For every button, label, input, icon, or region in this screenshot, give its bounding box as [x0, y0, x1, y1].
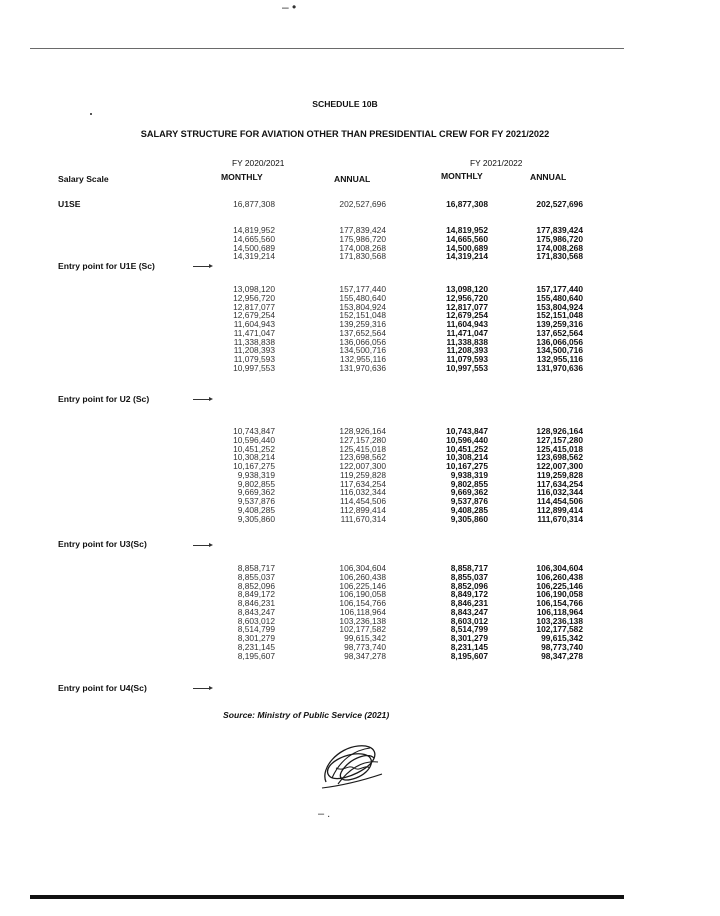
table-cell: 11,338,838	[446, 336, 488, 347]
table-cell: 11,604,943	[233, 319, 275, 330]
table-cell: 12,956,720	[233, 292, 275, 303]
table-cell: 174,008,268	[339, 242, 386, 253]
table-cell: 139,259,316	[536, 319, 583, 330]
table-cell: 8,846,231	[237, 598, 275, 609]
table-cell: 8,301,279	[237, 633, 275, 644]
table-cell: 10,451,252	[233, 443, 275, 454]
table-cell: 125,415,018	[339, 443, 386, 454]
table-cell: 155,480,640	[339, 292, 386, 303]
table-cell: 8,858,717	[450, 563, 488, 573]
table-cell: 119,259,828	[536, 469, 583, 480]
table-cell: 11,079,593	[446, 354, 488, 365]
table-cell: 11,471,047	[233, 327, 275, 338]
table-cell: 8,846,231	[450, 598, 488, 609]
table-cell: 11,604,943	[446, 319, 488, 330]
table-cell: 136,066,056	[536, 336, 583, 347]
table-cell: 152,151,048	[339, 310, 386, 321]
table-cell: 10,743,847	[446, 426, 488, 436]
arrow-icon	[193, 266, 211, 267]
table-cell: 11,471,047	[446, 327, 488, 338]
table-cell: 10,596,440	[446, 434, 488, 445]
table-cell: 117,634,254	[340, 478, 386, 489]
table-cell: 8,843,247	[450, 606, 488, 617]
table-cell: 122,007,300	[536, 461, 583, 472]
table-cell: 12,679,254	[446, 310, 488, 321]
table-cell: 14,819,952	[233, 225, 275, 235]
table-cell: 12,679,254	[233, 310, 275, 321]
table-cell: 137,652,564	[536, 327, 583, 338]
u4-annual-2020	[300, 564, 386, 660]
scan-mark: ‒ •	[282, 0, 297, 14]
table-cell: 10,596,440	[233, 434, 275, 445]
monthly-2021-heading: MONTHLY	[441, 171, 483, 181]
fy-2021-heading: FY 2021/2022	[470, 158, 523, 168]
table-cell: 153,804,924	[536, 301, 583, 312]
u1se-monthly-2021: 16,877,308	[446, 199, 488, 209]
u4-annual-2021	[500, 564, 583, 660]
u2-monthly-2020	[205, 285, 275, 373]
table-cell: 153,804,924	[339, 301, 386, 312]
table-cell: 9,802,855	[450, 478, 488, 489]
table-cell: 112,899,414	[536, 504, 583, 515]
table-cell: 128,926,164	[339, 426, 386, 436]
table-cell: 10,308,214	[233, 452, 275, 463]
table-cell: 9,802,855	[237, 478, 275, 489]
table-cell: 9,669,362	[237, 487, 275, 498]
annual-2020-heading: ANNUAL	[334, 174, 371, 184]
table-cell: 152,151,048	[536, 310, 583, 321]
u1e-annual-2021	[500, 226, 583, 261]
table-cell: 8,855,037	[237, 571, 275, 582]
table-cell: 10,997,553	[233, 362, 275, 373]
table-cell: 116,032,344	[340, 487, 386, 498]
table-cell: 116,032,344	[536, 487, 583, 498]
schedule-heading: SCHEDULE 10B	[312, 99, 378, 109]
table-cell: 8,603,012	[237, 615, 275, 626]
table-cell: 8,852,096	[237, 580, 275, 591]
source-note: Source: Ministry of Public Service (2021)	[223, 710, 390, 720]
table-cell: 102,177,582	[339, 624, 386, 635]
u1e-annual-2020	[300, 226, 386, 261]
table-cell: 123,698,562	[339, 452, 386, 463]
table-cell: 9,669,362	[450, 487, 488, 498]
table-cell: 102,177,582	[536, 624, 583, 635]
u3-annual-2021	[500, 427, 583, 523]
table-cell: 8,858,717	[237, 563, 275, 573]
table-cell: 10,167,275	[446, 461, 488, 472]
u2-annual-2020	[300, 285, 386, 373]
table-cell: 9,408,285	[237, 504, 275, 515]
table-cell: 10,308,214	[446, 452, 488, 463]
table-cell: 10,167,275	[233, 461, 275, 472]
table-cell: 9,537,876	[237, 496, 275, 507]
table-cell: 8,195,607	[237, 650, 275, 661]
table-cell: 175,986,720	[536, 233, 583, 244]
table-cell: 11,079,593	[233, 354, 275, 365]
table-cell: 8,231,145	[237, 641, 275, 652]
u3-annual-2020	[300, 427, 386, 523]
signature	[318, 738, 386, 792]
table-cell: 112,899,414	[340, 504, 386, 515]
scan-mark: ‒ .	[318, 808, 331, 820]
table-cell: 10,997,553	[446, 362, 488, 373]
table-cell: 106,154,766	[536, 598, 583, 609]
table-cell: 103,236,138	[339, 615, 386, 626]
table-cell: 131,970,636	[339, 362, 386, 373]
table-cell: 8,843,247	[237, 606, 275, 617]
table-cell: 98,773,740	[344, 641, 386, 652]
table-cell: 14,665,560	[233, 233, 275, 244]
table-cell: 8,301,279	[450, 633, 488, 644]
table-cell: 8,852,096	[450, 580, 488, 591]
u1se-label: U1SE	[58, 199, 81, 209]
table-cell: 127,157,280	[536, 434, 583, 445]
table-cell: 14,319,214	[233, 251, 275, 262]
table-cell: 12,817,077	[233, 301, 275, 312]
u3-entry-point-label: Entry point for U3(Sc)	[58, 539, 147, 549]
table-cell: 106,225,146	[536, 580, 583, 591]
u2-monthly-2021	[415, 285, 488, 373]
u3-monthly-2020	[205, 427, 275, 523]
table-cell: 8,849,172	[237, 589, 275, 600]
table-cell: 8,195,607	[450, 650, 488, 661]
table-cell: 10,743,847	[233, 426, 275, 436]
table-cell: 106,304,604	[536, 563, 583, 573]
arrow-icon	[193, 688, 211, 689]
u2-entry-point-label: Entry point for U2 (Sc)	[58, 394, 150, 404]
table-cell: 132,955,116	[340, 354, 386, 365]
u4-monthly-2020	[205, 564, 275, 660]
monthly-2020-heading: MONTHLY	[221, 172, 263, 182]
table-cell: 106,260,438	[536, 571, 583, 582]
table-cell: 132,955,116	[536, 354, 583, 365]
table-cell: 137,652,564	[339, 327, 386, 338]
table-cell: 122,007,300	[339, 461, 386, 472]
table-cell: 119,259,828	[340, 469, 386, 480]
fy-2020-heading: FY 2020/2021	[232, 158, 285, 168]
table-cell: 103,236,138	[536, 615, 583, 626]
table-cell: 106,225,146	[339, 580, 386, 591]
table-cell: 139,259,316	[339, 319, 386, 330]
u1se-monthly-2020: 16,877,308	[233, 199, 275, 209]
table-cell: 106,118,964	[536, 606, 583, 617]
table-cell: 155,480,640	[536, 292, 583, 303]
arrow-icon	[193, 399, 211, 400]
table-cell: 8,849,172	[450, 589, 488, 600]
table-cell: 9,305,860	[450, 513, 488, 524]
table-cell: 106,190,058	[339, 589, 386, 600]
u1e-monthly-2020	[205, 226, 275, 261]
u3-monthly-2021	[415, 427, 488, 523]
table-cell: 134,500,716	[339, 345, 386, 356]
table-cell: 136,066,056	[339, 336, 386, 347]
table-cell: 13,098,120	[446, 284, 488, 294]
table-cell: 106,154,766	[339, 598, 386, 609]
table-cell: 9,537,876	[450, 496, 488, 507]
table-cell: 117,634,254	[536, 478, 583, 489]
table-cell: 157,177,440	[536, 284, 583, 294]
arrow-icon	[193, 545, 211, 546]
table-cell: 177,839,424	[536, 225, 583, 235]
annual-2021-heading: ANNUAL	[530, 172, 567, 182]
table-cell: 14,500,689	[446, 242, 488, 253]
table-cell: 14,500,689	[233, 242, 275, 253]
table-cell: 134,500,716	[536, 345, 583, 356]
table-cell: 8,514,799	[450, 624, 488, 635]
table-cell: 9,938,319	[237, 469, 275, 480]
table-cell: 106,260,438	[339, 571, 386, 582]
table-cell: 12,817,077	[446, 301, 488, 312]
table-cell: 98,773,740	[541, 641, 583, 652]
document-title: SALARY STRUCTURE FOR AVIATION OTHER THAN PRESIDENTIAL CREW FOR FY 2021/2022	[140, 129, 550, 139]
table-cell: 106,190,058	[536, 589, 583, 600]
table-cell: 171,830,568	[536, 251, 583, 262]
table-cell: 128,926,164	[536, 426, 583, 436]
u1e-entry-point-label: Entry point for U1E (Sc)	[58, 261, 155, 271]
table-cell: 98,347,278	[541, 650, 583, 661]
scan-speck	[90, 113, 92, 115]
table-cell: 177,839,424	[339, 225, 386, 235]
table-cell: 11,208,393	[233, 345, 275, 356]
u2-annual-2021	[500, 285, 583, 373]
u1se-annual-2021: 202,527,696	[536, 199, 583, 209]
table-cell: 114,454,506	[340, 496, 386, 507]
table-cell: 8,231,145	[450, 641, 488, 652]
table-cell: 8,855,037	[450, 571, 488, 582]
u1e-monthly-2021	[415, 226, 488, 261]
table-cell: 106,118,964	[340, 606, 386, 617]
table-cell: 111,670,314	[537, 513, 583, 524]
table-cell: 8,603,012	[450, 615, 488, 626]
table-cell: 12,956,720	[446, 292, 488, 303]
table-cell: 14,665,560	[446, 233, 488, 244]
table-cell: 8,514,799	[237, 624, 275, 635]
table-cell: 111,670,314	[340, 513, 386, 524]
table-cell: 114,454,506	[536, 496, 583, 507]
table-cell: 171,830,568	[339, 251, 386, 262]
table-cell: 9,408,285	[450, 504, 488, 515]
salary-scale-heading: Salary Scale	[58, 174, 109, 184]
table-cell: 14,319,214	[446, 251, 488, 262]
table-cell: 9,938,319	[450, 469, 488, 480]
table-cell: 127,157,280	[339, 434, 386, 445]
table-cell: 125,415,018	[536, 443, 583, 454]
table-cell: 99,615,342	[541, 633, 583, 644]
table-cell: 13,098,120	[233, 284, 275, 294]
table-cell: 11,208,393	[446, 345, 488, 356]
u4-entry-point-label: Entry point for U4(Sc)	[58, 683, 147, 693]
table-cell: 123,698,562	[536, 452, 583, 463]
u4-monthly-2021	[415, 564, 488, 660]
table-cell: 175,986,720	[339, 233, 386, 244]
table-cell: 11,338,838	[233, 336, 275, 347]
bottom-rule	[30, 895, 624, 899]
table-cell: 174,008,268	[536, 242, 583, 253]
table-cell: 98,347,278	[344, 650, 386, 661]
table-cell: 157,177,440	[339, 284, 386, 294]
top-rule	[30, 48, 624, 49]
table-cell: 14,819,952	[446, 225, 488, 235]
table-cell: 131,970,636	[536, 362, 583, 373]
table-cell: 10,451,252	[446, 443, 488, 454]
table-cell: 99,615,342	[344, 633, 386, 644]
u1se-annual-2020: 202,527,696	[339, 199, 386, 209]
table-cell: 106,304,604	[339, 563, 386, 573]
table-cell: 9,305,860	[237, 513, 275, 524]
